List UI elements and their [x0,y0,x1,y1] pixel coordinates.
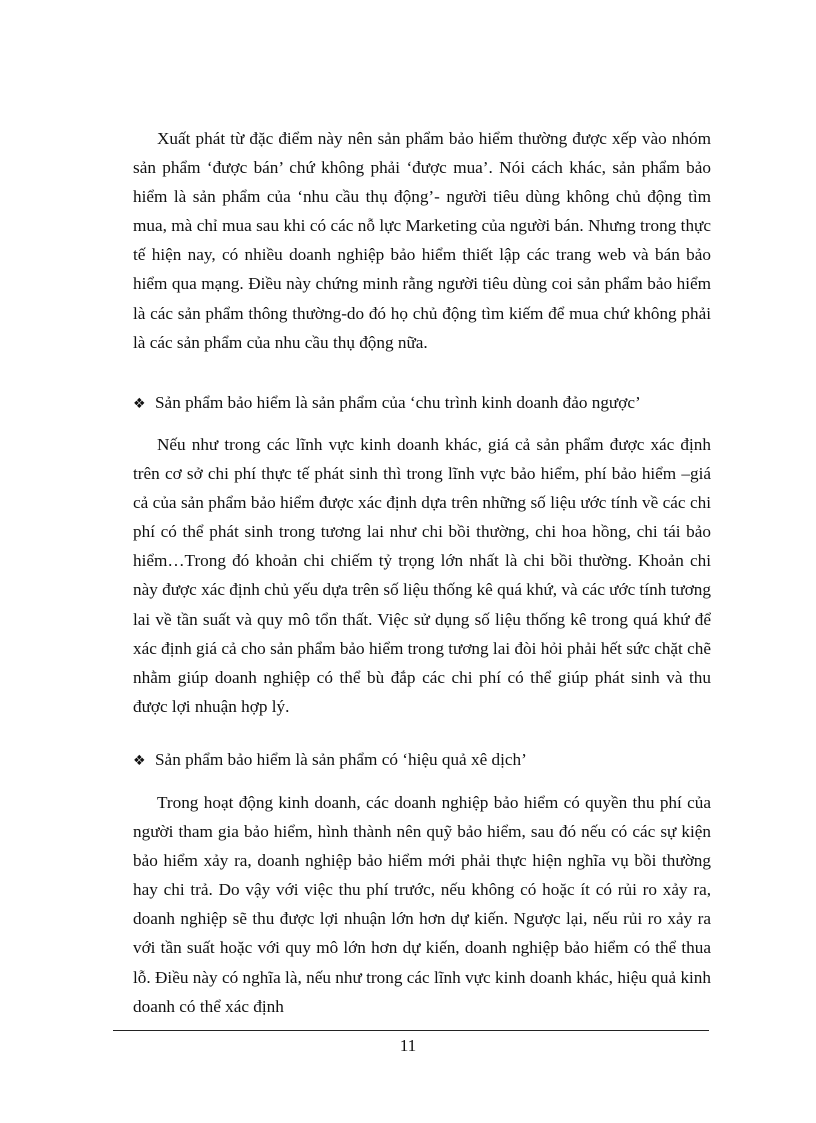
bullet-heading-shifting-efficiency [133,745,733,776]
diamond-bullet-icon: ❖ [133,753,146,769]
bullet-heading-text: Sản phẩm bảo hiểm là sản phẩm của ‘chu trình kinh doanh đảo ngược’ [155,393,641,412]
paragraph-pricing: Nếu như trong các lĩnh vực kinh doanh khác, giá cả sản phẩm được xác định trên cơ sở chi phí thực tế phát sinh thì trong lĩnh vực bảo hiểm, phí bảo hiểm –giá cả của sản phẩm bảo hiểm được xác định dựa trên những số liệu ước tính về các chi phí có thể phát sinh trong tương lai như chi bồi thường, chi hoa hồng, chi tái bảo hiểm…Trong đó khoản chi chiếm tỷ trọng lớn nhất là chi bồi thường. Khoản chi này được xác định chủ yếu dựa trên số liệu thống kê quá khứ, và các ước tính tương lai về tần suất và quy mô tổn thất. Việc sử dụng số liệu thống kê trong quá khứ để xác định giá cả cho sản phẩm bảo hiểm trong tương lai đòi hỏi phải hết sức chặt chẽ nhằm giúp doanh nghiệp có thể bù đắp các chi phí có thể giúp phát sinh và thu được lợi nhuận hợp lý. [133,435,711,716]
paragraph-business-activity: Trong hoạt động kinh doanh, các doanh nghiệp bảo hiểm có quyền thu phí của người tham gia bảo hiểm, hình thành nên quỹ bảo hiểm, sau đó nếu có các sự kiện bảo hiểm xảy ra, doanh nghiệp bảo hiểm mới phải thực hiện nghĩa vụ bồi thường hay chi trả. Do vậy với việc thu phí trước, nếu không có hoặc ít có rủi ro xảy ra, doanh nghiệp sẽ thu được lợi nhuận lớn hơn dự kiến. Ngược lại, nếu rủi ro xảy ra với tần suất hoặc với quy mô lớn hơn dự kiến, doanh nghiệp bảo hiểm có thể thua lỗ. Điều này có nghĩa là, nếu như trong các lĩnh vực kinh doanh khác, hiệu quả kinh doanh có thể xác định [133,793,711,1016]
bullet-heading-text: Sản phẩm bảo hiểm là sản phẩm có ‘hiệu quả xê dịch’ [155,750,527,769]
footer-divider [113,1030,709,1031]
paragraph-origin: Xuất phát từ đặc điểm này nên sản phẩm bảo hiểm thường được xếp vào nhóm sản phẩm ‘được bán’ chứ không phải ‘được mua’. Nói cách khác, sản phẩm bảo hiểm là sản phẩm của ‘nhu cầu thụ động’- người tiêu dùng không chủ động tìm mua, mà chỉ mua sau khi có các nỗ lực Marketing của người bán. Nhưng trong thực tế hiện nay, có nhiều doanh nghiệp bảo hiểm thiết lập các trang web và bán bảo hiểm qua mạng. Điều này chứng minh rằng người tiêu dùng coi sản phẩm bảo hiểm là các sản phẩm thông thường-do đó họ chủ động tìm kiếm để mua chứ không phải là các sản phẩm của nhu cầu thụ động nữa. [133,129,711,352]
bullet-heading-reverse-cycle [133,388,733,419]
page-number: 11 [399,1036,417,1055]
diamond-bullet-icon: ❖ [133,396,146,412]
